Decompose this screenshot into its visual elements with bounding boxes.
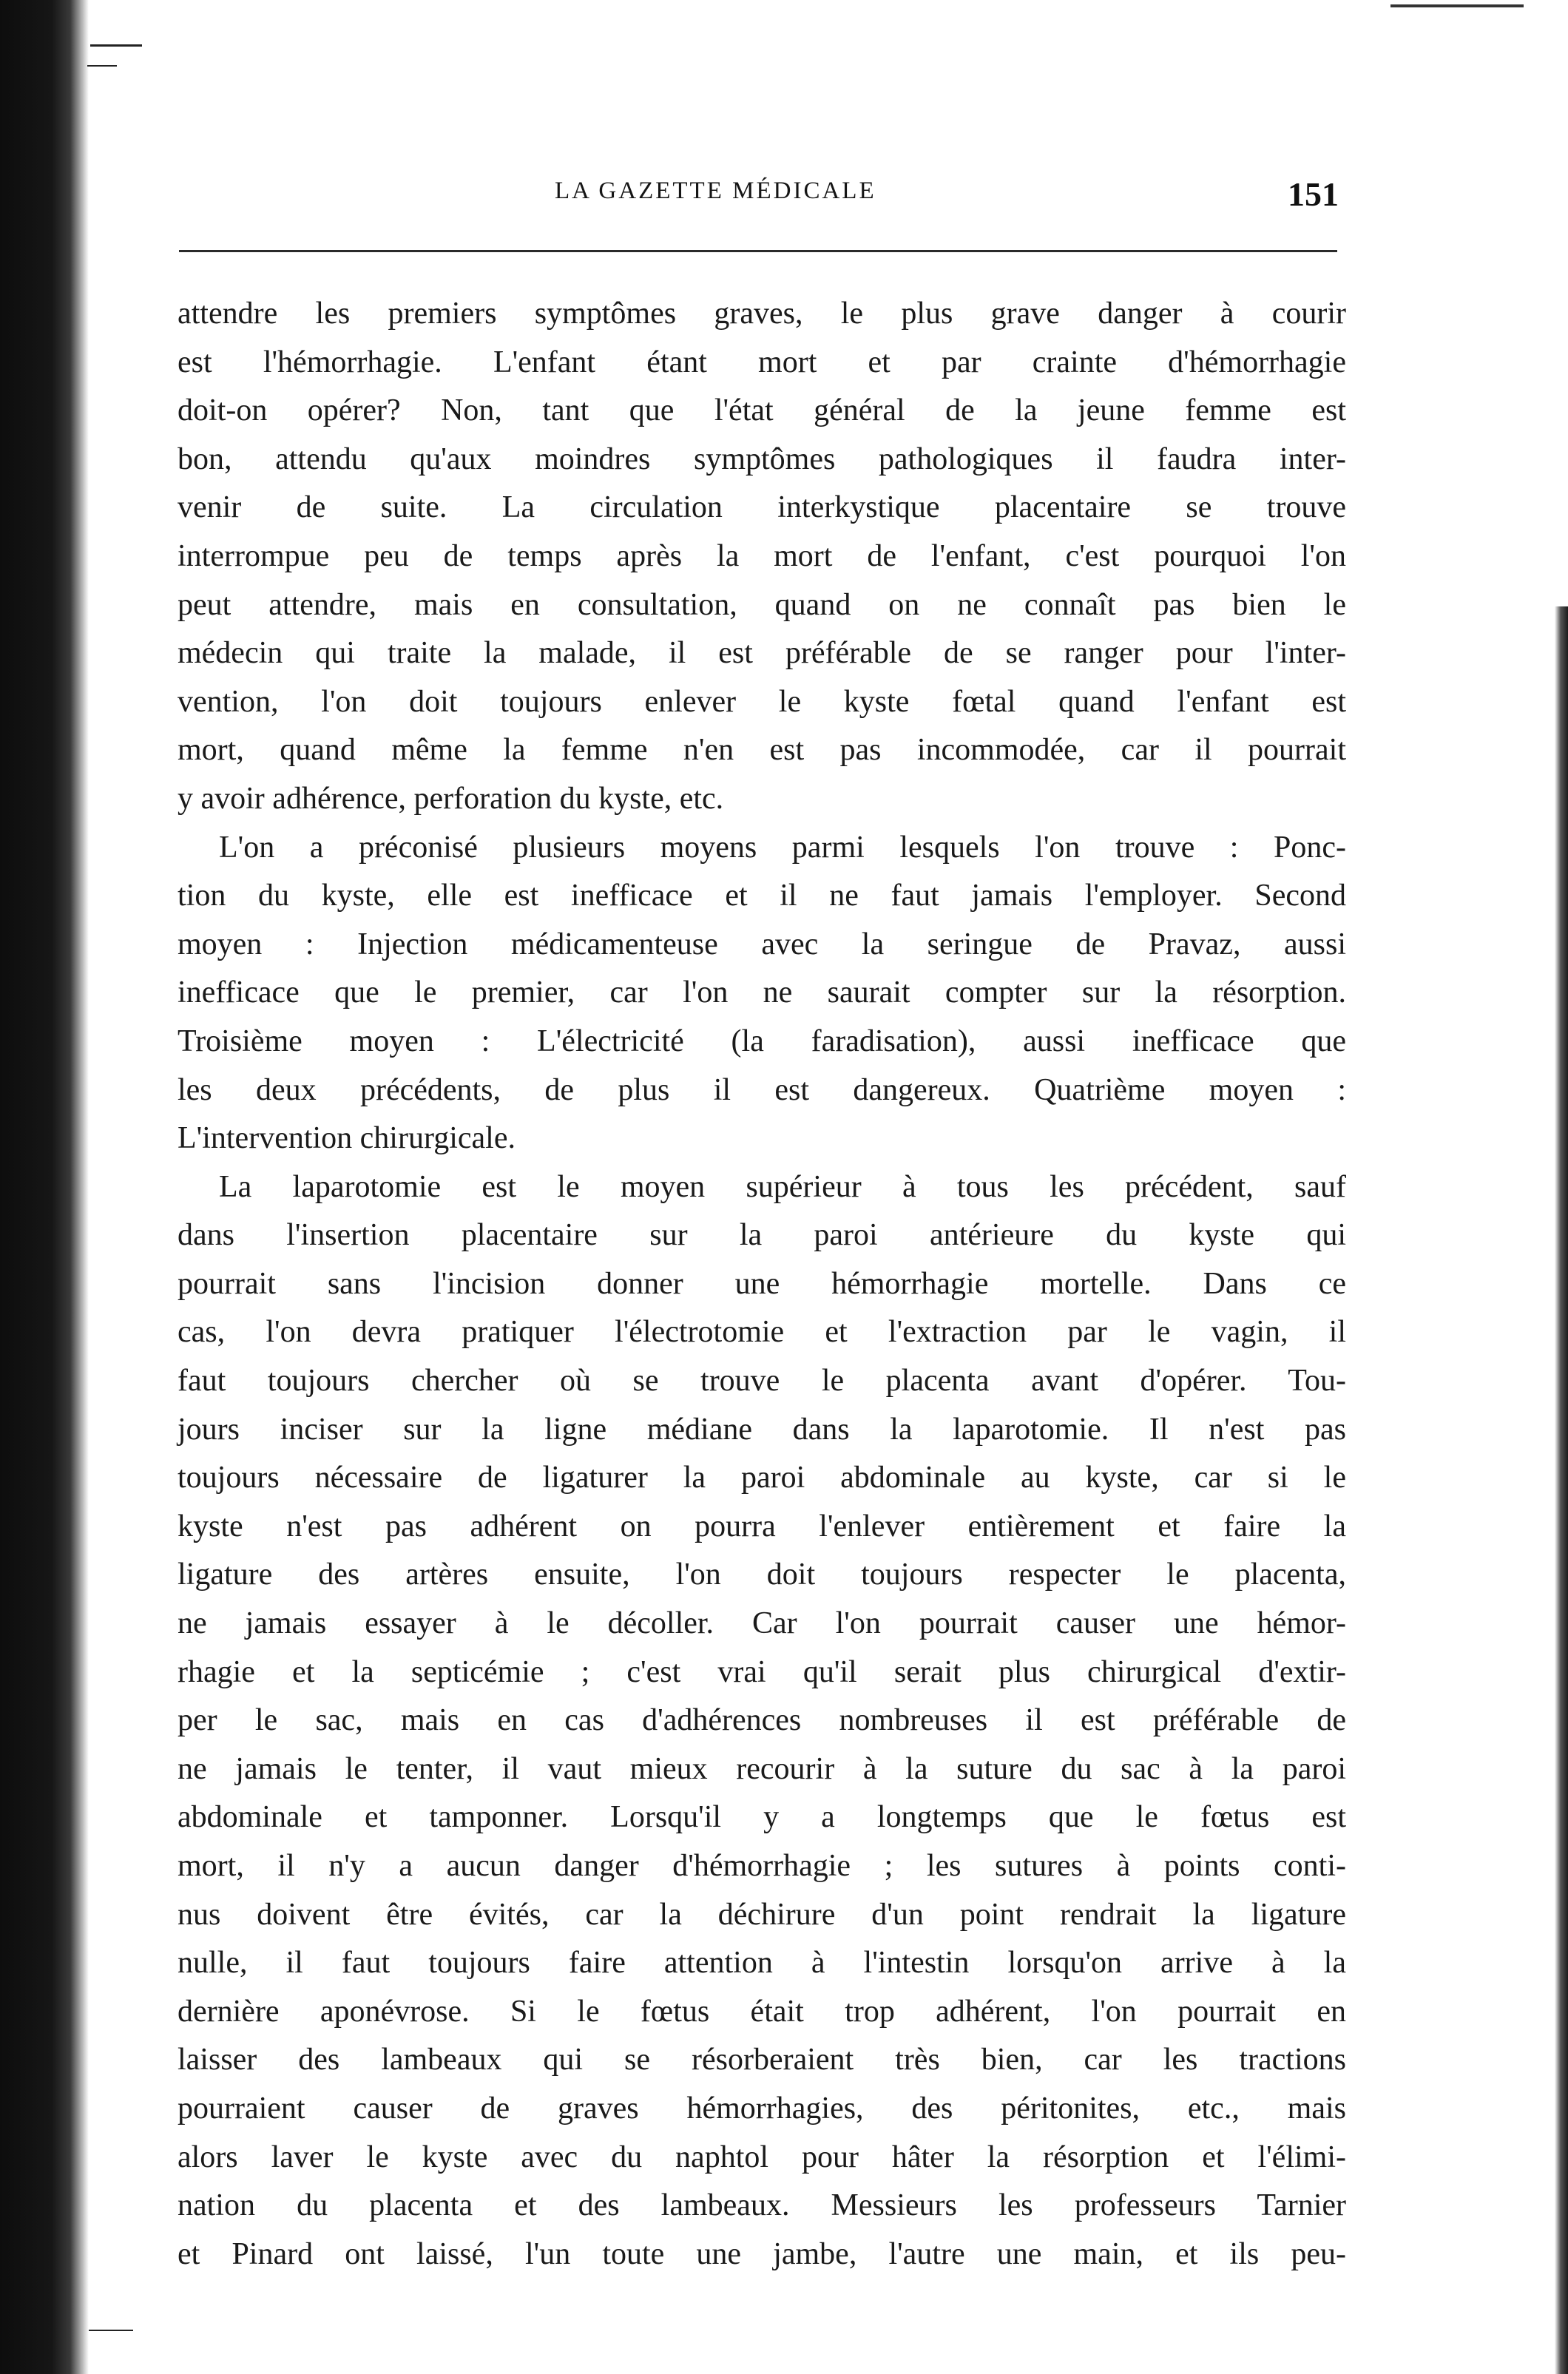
text-line: moyen : Injection médicamenteuse avec la seringue de Pravaz, aussi [178,927,1346,961]
running-title: LA GAZETTE MÉDICALE [555,177,876,204]
text-line: toujours nécessaire de ligaturer la paroi abdominale au kyste, car si le [178,1461,1346,1495]
text-line: dans l'insertion placentaire sur la paroi antérieure du kyste qui [178,1218,1346,1253]
text-line: nation du placenta et des lambeaux. Messieurs les professeurs Tarnier [178,2188,1346,2223]
text-line: L'on a préconisé plusieurs moyens parmi lesquels l'on trouve : Ponc- [219,830,1346,865]
page-binding-edge [0,0,89,2374]
text-line: abdominale et tamponner. Lorsqu'il y a longtemps que le fœtus est [178,1800,1346,1835]
page-number: 151 [1288,175,1339,213]
text-line: tion du kyste, elle est inefficace et il ne faut jamais l'employer. Second [178,879,1346,913]
page-right-edge [1555,606,1568,2374]
article-body [178,290,1346,2279]
text-line: ligature des artères ensuite, l'on doit toujours respecter le placenta, [178,1558,1346,1592]
text-line: pourrait sans l'incision donner une hémorrhagie mortelle. Dans ce [178,1266,1346,1301]
text-line: per le sac, mais en cas d'adhérences nombreuses il est préférable de [178,1703,1346,1738]
page-header [178,177,1339,229]
text-line: interrompue peu de temps après la mort de l'enfant, c'est pourquoi l'on [178,538,1346,573]
text-line: médecin qui traite la malade, il est préférable de se ranger pour l'inter- [178,636,1346,671]
text-line: Troisième moyen : L'électricité (la faradisation), aussi inefficace que [178,1024,1346,1058]
text-line: laisser des lambeaux qui se résorberaient très bien, car les tractions [178,2043,1346,2077]
text-line: est l'hémorrhagie. L'enfant étant mort et par crainte d'hémorrhagie [178,345,1346,379]
text-line: alors laver le kyste avec du naphtol pour hâter la résorption et l'élimi- [178,2140,1346,2174]
page-top-edge-mark [1390,4,1524,7]
text-line: venir de suite. La circulation interkystique placentaire se trouve [178,490,1346,525]
binding-speck [87,65,117,67]
text-line: dernière aponévrose. Si le fœtus était trop adhérent, l'on pourrait en [178,1994,1346,2029]
text-line: vention, l'on doit toujours enlever le kyste fœtal quand l'enfant est [178,684,1346,719]
text-line: pourraient causer de graves hémorrhagies, des péritonites, etc., mais [178,2091,1346,2126]
text-line: et Pinard ont laissé, l'un toute une jambe, l'autre une main, et ils peu- [178,2236,1346,2271]
text-line: rhagie et la septicémie ; c'est vrai qu'il serait plus chirurgical d'extir- [178,1654,1346,1689]
text-line: peut attendre, mais en consultation, quand on ne connaît pas bien le [178,587,1346,622]
text-line: jours inciser sur la ligne médiane dans la laparotomie. Il n'est pas [178,1412,1346,1447]
binding-speck [89,2330,133,2331]
text-line: L'intervention chirurgicale. [178,1121,516,1156]
text-line: kyste n'est pas adhérent on pourra l'enlever entièrement et faire la [178,1509,1346,1543]
text-line: bon, attendu qu'aux moindres symptômes pathologiques il faudra inter- [178,442,1346,476]
text-line: La laparotomie est le moyen supérieur à tous les précédent, sauf [219,1169,1346,1204]
text-line: nus doivent être évités, car la déchirure d'un point rendrait la ligature [178,1897,1346,1932]
text-line: ne jamais le tenter, il vaut mieux recourir à la suture du sac à la paroi [178,1751,1346,1786]
header-rule [179,250,1337,252]
text-line: ne jamais essayer à le décoller. Car l'on pourrait causer une hémor- [178,1606,1346,1641]
text-line: cas, l'on devra pratiquer l'électrotomie et l'extraction par le vagin, il [178,1315,1346,1350]
text-line: mort, il n'y a aucun danger d'hémorrhagie ; les sutures à points conti- [178,1849,1346,1883]
text-line: attendre les premiers symptômes graves, le plus grave danger à courir [178,297,1346,331]
text-line: mort, quand même la femme n'en est pas incommodée, car il pourrait [178,733,1346,768]
text-line: y avoir adhérence, perforation du kyste, etc. [178,781,724,816]
text-line: inefficace que le premier, car l'on ne saurait compter sur la résorption. [178,975,1346,1010]
text-line: faut toujours chercher où se trouve le placenta avant d'opérer. Tou- [178,1364,1346,1399]
text-line: les deux précédents, de plus il est dangereux. Quatrième moyen : [178,1072,1346,1107]
text-line: doit-on opérer? Non, tant que l'état général de la jeune femme est [178,393,1346,428]
binding-speck [90,44,142,47]
text-line: nulle, il faut toujours faire attention à l'intestin lorsqu'on arrive à la [178,1946,1346,1981]
